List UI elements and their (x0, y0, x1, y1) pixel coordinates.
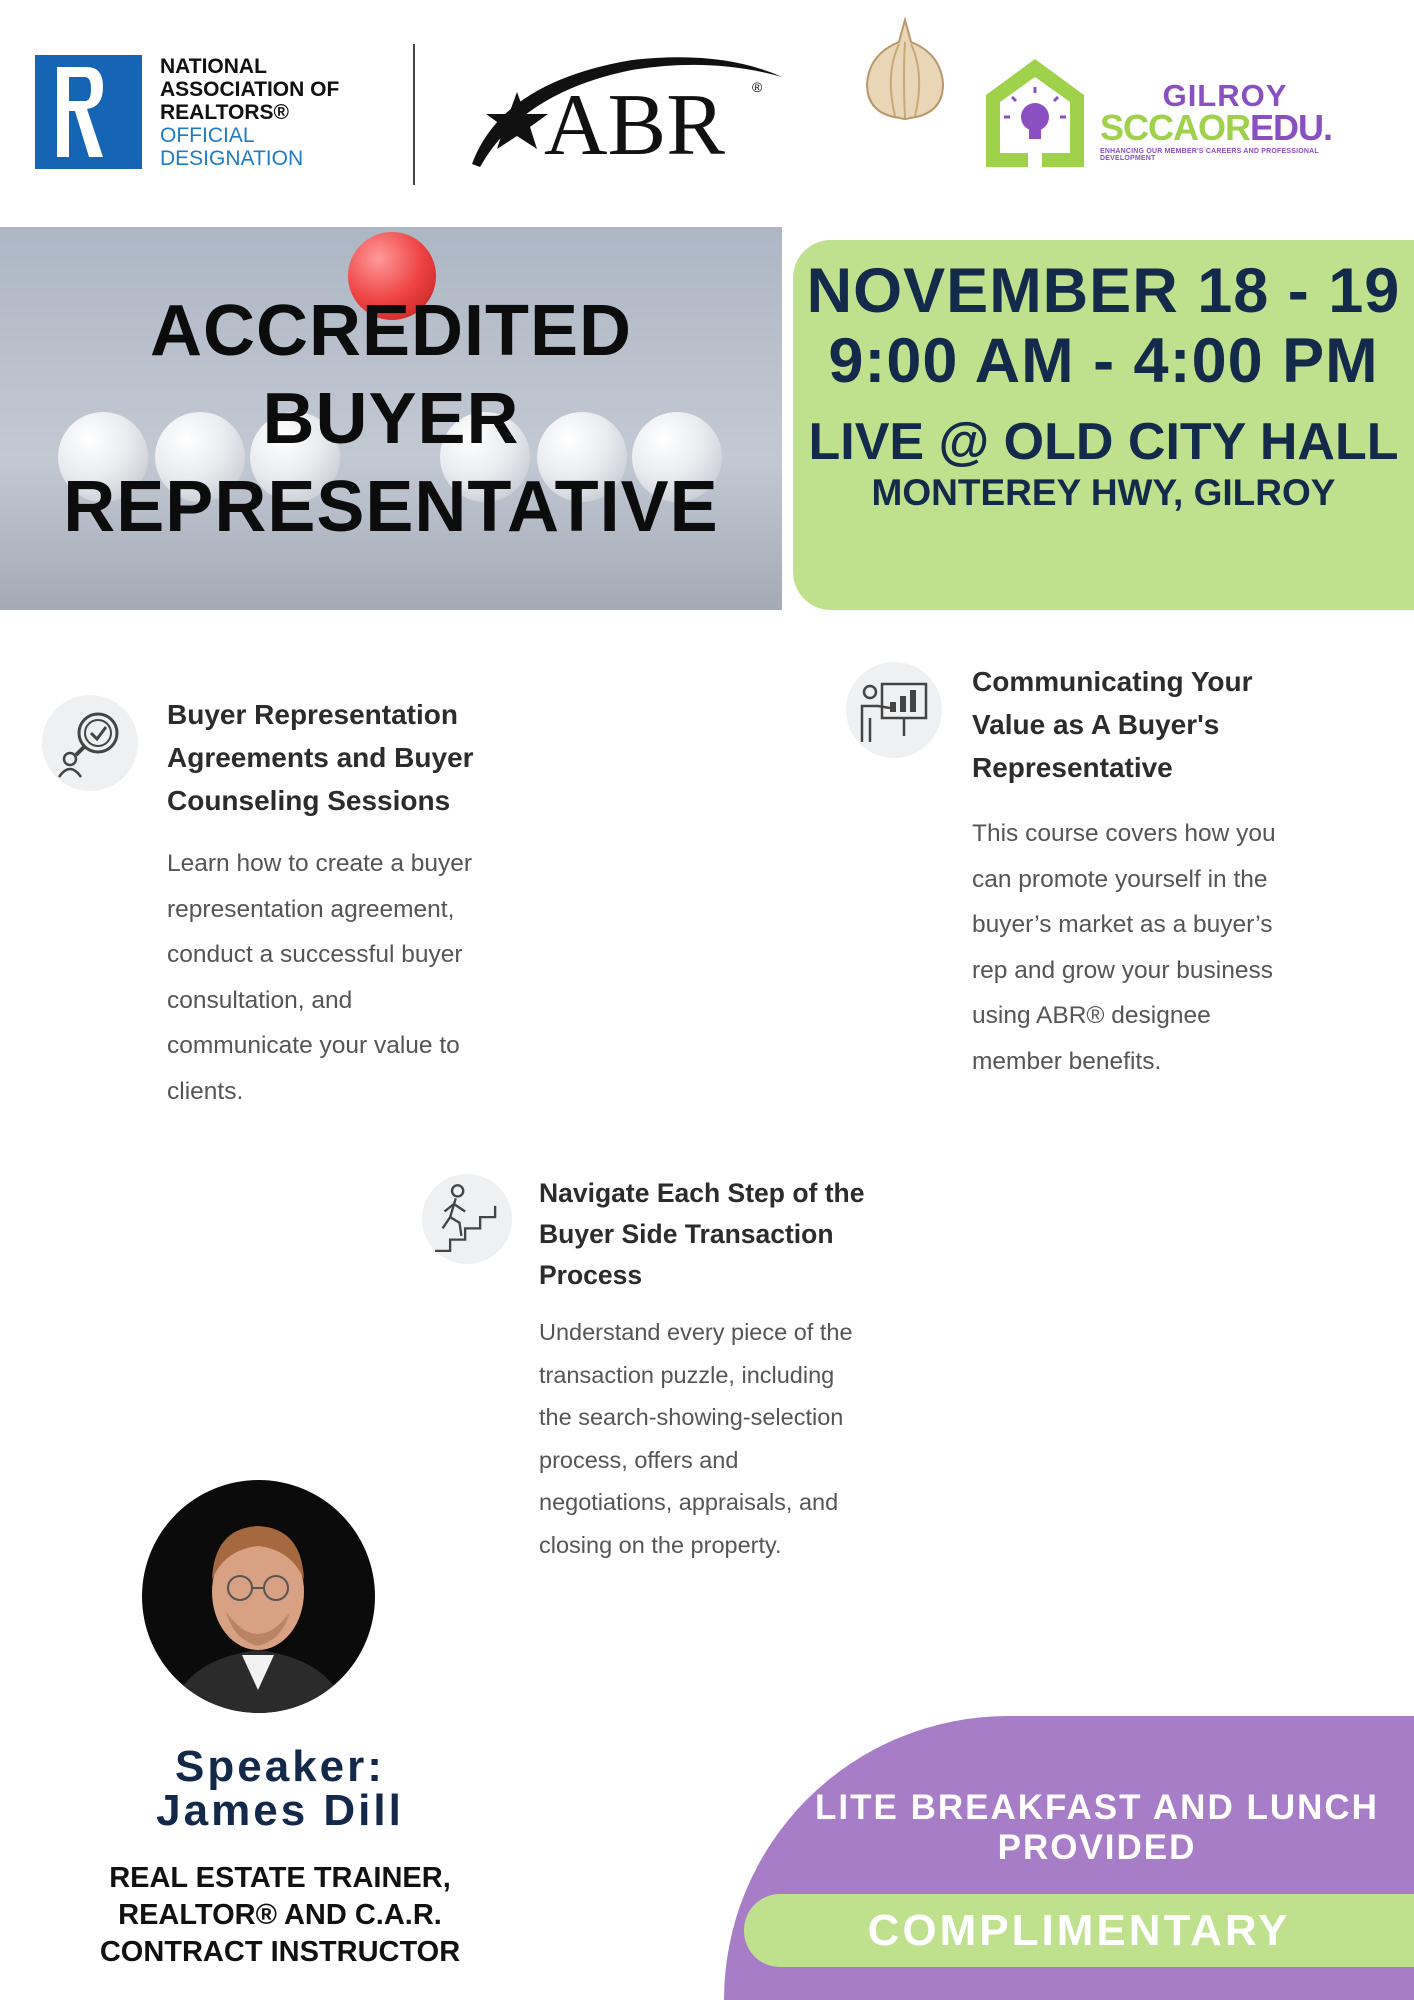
course-2-description: This course covers how you can promote yourself in the buyer’s market as a buyer’s rep and grow your business using ABR® designee member benefits. (972, 820, 1276, 1075)
event-location: LIVE @ OLD CITY HALL (808, 413, 1399, 471)
lightbulb-house-icon (980, 55, 1090, 175)
meal-info: LITE BREAKFAST AND LUNCH PROVIDED (815, 1788, 1379, 1867)
course-3-description: Understand every piece of the transaction puzzle, including the search-showing-selection process, offers and negotiations, appraisals, and closing on the property. (539, 1319, 853, 1558)
header-divider (413, 44, 415, 185)
svg-text:®: ® (752, 79, 763, 95)
search-check-icon (42, 695, 138, 791)
event-details-box (793, 240, 1414, 610)
event-dates: NOVEMBER 18 - 19 (806, 256, 1401, 326)
speaker-photo (142, 1480, 375, 1713)
course-1-description: Learn how to create a buyer representation agreement, conduct a successful buyer consultation, and communicate your value to clients. (167, 850, 473, 1105)
course-title: ACCREDITED BUYER REPRESENTATIVE (63, 291, 719, 547)
speaker-role: REAL ESTATE TRAINER, REALTOR® AND C.A.R. CONTRACT INSTRUCTOR (99, 1862, 461, 1968)
course-3-title: Navigate Each Step of the Buyer Side Transaction Process (539, 1178, 865, 1290)
stairs-climb-icon (422, 1174, 512, 1264)
nar-logo-text: NATIONAL ASSOCIATION OF REALTORS® OFFICIAL DESIGNATION (160, 55, 340, 170)
course-2-title: Communicating Your Value as A Buyer's Representative (972, 666, 1253, 783)
hero-banner (0, 227, 782, 610)
event-address: MONTEREY HWY, GILROY (871, 472, 1336, 513)
gilroy-logo: GILROY SCCAOREDU. ENHANCING OUR MEMBER'S CAREERS AND PROFESSIONAL DEVELOPMENT (1100, 78, 1333, 162)
garlic-icon (855, 14, 955, 124)
course-1-title: Buyer Representation Agreements and Buyer Counseling Sessions (167, 699, 474, 816)
svg-text:ABR: ABR (544, 77, 725, 174)
presentation-icon (846, 662, 942, 758)
price-badge: COMPLIMENTARY (744, 1894, 1414, 1967)
realtor-r-icon (57, 67, 103, 157)
abr-logo (462, 52, 792, 177)
event-time: 9:00 AM - 4:00 PM (828, 326, 1379, 396)
speaker-name: Speaker: James Dill (156, 1742, 404, 1835)
nar-logo (35, 55, 142, 169)
